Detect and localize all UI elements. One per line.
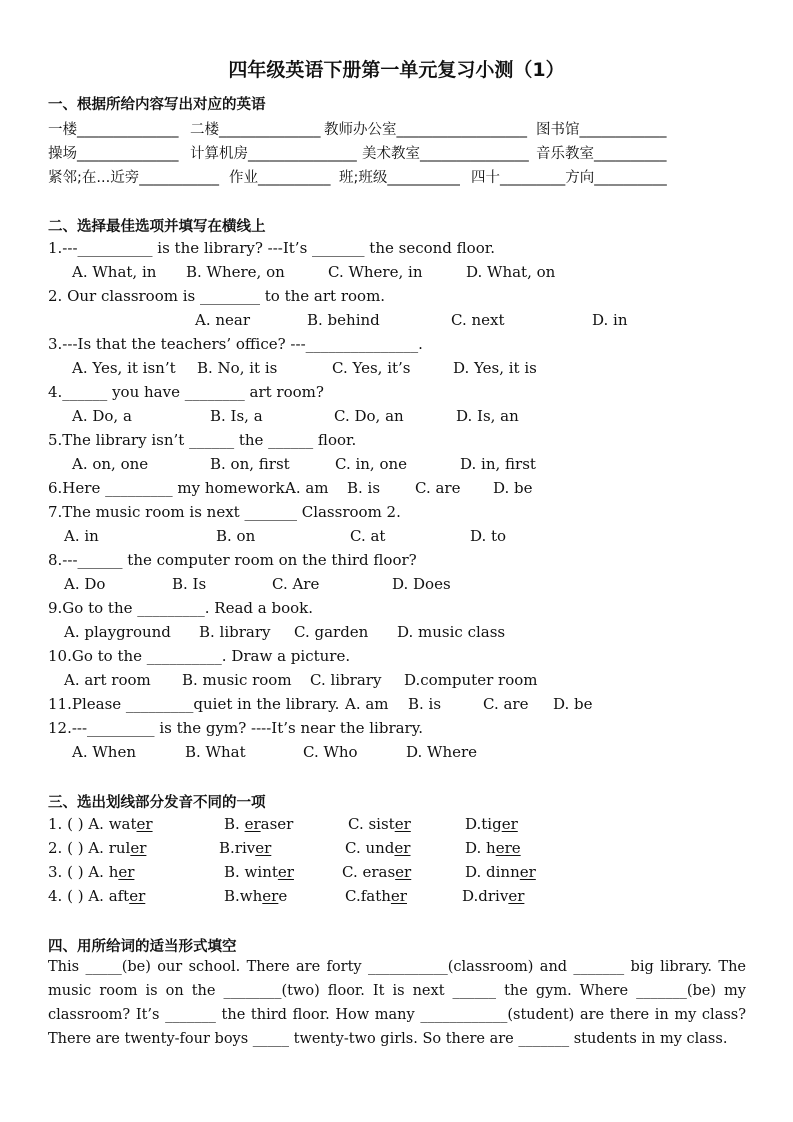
vocab-item: 紧邻;在...近旁___________ bbox=[48, 170, 219, 186]
question-text: 3.---Is that the teachers’ office? ---_______________. bbox=[48, 335, 423, 353]
phonics-option-c: C. eraser bbox=[342, 863, 412, 881]
question-text: 12.---_________ is the gym? ----It’s near the library. bbox=[48, 719, 423, 737]
option: D. in, first bbox=[460, 455, 536, 473]
option: A. Do bbox=[64, 575, 106, 593]
option: B. Where, on bbox=[186, 263, 285, 281]
option: D. be bbox=[553, 695, 593, 713]
phonics-option-a: 4. ( ) A. after bbox=[48, 887, 146, 905]
option: B. library bbox=[199, 623, 271, 641]
option: D. music class bbox=[397, 623, 506, 641]
option: D.computer room bbox=[404, 671, 538, 689]
option: A. near bbox=[195, 311, 251, 329]
option: B. Is bbox=[172, 575, 207, 593]
vocab-item: 图书馆____________ bbox=[536, 122, 667, 138]
option: C. are bbox=[483, 695, 529, 713]
option: C. library bbox=[310, 671, 382, 689]
question-text: 8.---______ the computer room on the third floor? bbox=[48, 551, 417, 569]
option: B. is bbox=[347, 479, 381, 497]
option: A. What, in bbox=[72, 263, 157, 281]
question-text: 5.The library isn’t ______ the ______ floor. bbox=[48, 431, 357, 449]
vocab-item: 二楼______________ bbox=[190, 122, 321, 138]
option: C. in, one bbox=[335, 455, 408, 473]
option: B. What bbox=[185, 743, 246, 761]
option: C. garden bbox=[294, 623, 369, 641]
vocab-item: 音乐教室__________ bbox=[536, 146, 667, 162]
question-text: 2. Our classroom is ________ to the art room. bbox=[48, 287, 386, 305]
phonics-option-d: D.tiger bbox=[465, 815, 518, 833]
option: C. are bbox=[415, 479, 461, 497]
phonics-option-d: D.driver bbox=[462, 887, 525, 905]
phonics-option-a: 2. ( ) A. ruler bbox=[48, 839, 147, 857]
question-text: 6.Here _________ my homework. bbox=[48, 479, 290, 497]
question-text: 9.Go to the _________. Read a book. bbox=[48, 599, 314, 617]
option: B. No, it is bbox=[197, 359, 278, 377]
option: A. Do, a bbox=[72, 407, 132, 425]
option: B. Is, a bbox=[210, 407, 263, 425]
vocab-item: 美术教室_______________ bbox=[362, 146, 529, 162]
vocab-item: 教师办公室__________________ bbox=[324, 122, 527, 138]
option: A. When bbox=[72, 743, 136, 761]
section-4-heading: 四、用所给词的适当形式填空 bbox=[48, 939, 237, 955]
phonics-option-d: D. here bbox=[465, 839, 521, 857]
phonics-option-b: B.where bbox=[224, 887, 288, 905]
option: D. to bbox=[470, 527, 507, 545]
option: A. in bbox=[64, 527, 99, 545]
option: C. Do, an bbox=[334, 407, 404, 425]
question-text: 7.The music room is next _______ Classroom 2. bbox=[48, 503, 401, 521]
option: B. is bbox=[408, 695, 442, 713]
vocab-item: 操场______________ bbox=[48, 146, 179, 162]
option: D. be bbox=[493, 479, 533, 497]
option: B. behind bbox=[307, 311, 380, 329]
option: A. am bbox=[345, 695, 389, 713]
vocab-item: 一楼______________ bbox=[48, 122, 179, 138]
option: D. Does bbox=[392, 575, 451, 593]
vocab-item: 四十_________方向__________ bbox=[471, 170, 667, 186]
option: C. next bbox=[451, 311, 505, 329]
phonics-option-b: B. winter bbox=[224, 863, 294, 881]
section-1-heading: 一、根据所给内容写出对应的英语 bbox=[48, 97, 266, 113]
phonics-option-a: 1. ( ) A. water bbox=[48, 815, 153, 833]
cloze-paragraph: This _____(be) our school. There are forty ___________(classroom) and _______ big library. The music room is on the ________(two) floor. It is next ______ the gym. Where _______(be) my classroom? It’s _______ the third floor. How many ____________(student) are there in my class? There are twenty-four boys _____ twenty-two girls. So there are _______ students in my class. bbox=[48, 959, 746, 1047]
phonics-option-c: C. under bbox=[345, 839, 411, 857]
question-text: 1.---__________ is the library? ---It’s _______ the second floor. bbox=[48, 239, 496, 257]
option: B. on, first bbox=[210, 455, 290, 473]
option: A. Yes, it isn’t bbox=[72, 359, 176, 377]
option: C. Are bbox=[272, 575, 320, 593]
phonics-option-b: B.river bbox=[219, 839, 272, 857]
section-2-heading: 二、选择最佳选项并填写在横线上 bbox=[48, 219, 266, 235]
option: B. on bbox=[216, 527, 256, 545]
option: C. Yes, it’s bbox=[332, 359, 411, 377]
option: D. What, on bbox=[466, 263, 556, 281]
question-text: 11.Please _________quiet in the library. bbox=[48, 695, 340, 713]
option: D. Yes, it is bbox=[453, 359, 537, 377]
vocab-item: 班;班级__________ bbox=[339, 170, 460, 186]
option: C. at bbox=[350, 527, 386, 545]
option: A. am bbox=[285, 479, 329, 497]
question-text: 10.Go to the __________. Draw a picture. bbox=[48, 647, 351, 665]
option: A. on, one bbox=[72, 455, 149, 473]
section-3-heading: 三、选出划线部分发音不同的一项 bbox=[48, 795, 266, 811]
phonics-option-a: 3. ( ) A. her bbox=[48, 863, 135, 881]
option: D. Where bbox=[406, 743, 478, 761]
option: B. music room bbox=[182, 671, 292, 689]
option: D. in bbox=[592, 311, 628, 329]
option: C. Who bbox=[303, 743, 358, 761]
phonics-option-c: C.father bbox=[345, 887, 407, 905]
phonics-option-b: B. eraser bbox=[224, 815, 294, 833]
question-text: 4.______ you have ________ art room? bbox=[48, 383, 324, 401]
phonics-option-c: C. sister bbox=[348, 815, 411, 833]
option: D. Is, an bbox=[456, 407, 519, 425]
page-title: 四年级英语下册第一单元复习小测（1） bbox=[228, 59, 565, 81]
vocab-item: 计算机房_______________ bbox=[190, 146, 357, 162]
option: A. art room bbox=[64, 671, 151, 689]
option: C. Where, in bbox=[328, 263, 423, 281]
option: A. playground bbox=[64, 623, 171, 641]
phonics-option-d: D. dinner bbox=[465, 863, 536, 881]
vocab-item: 作业__________ bbox=[229, 170, 331, 186]
